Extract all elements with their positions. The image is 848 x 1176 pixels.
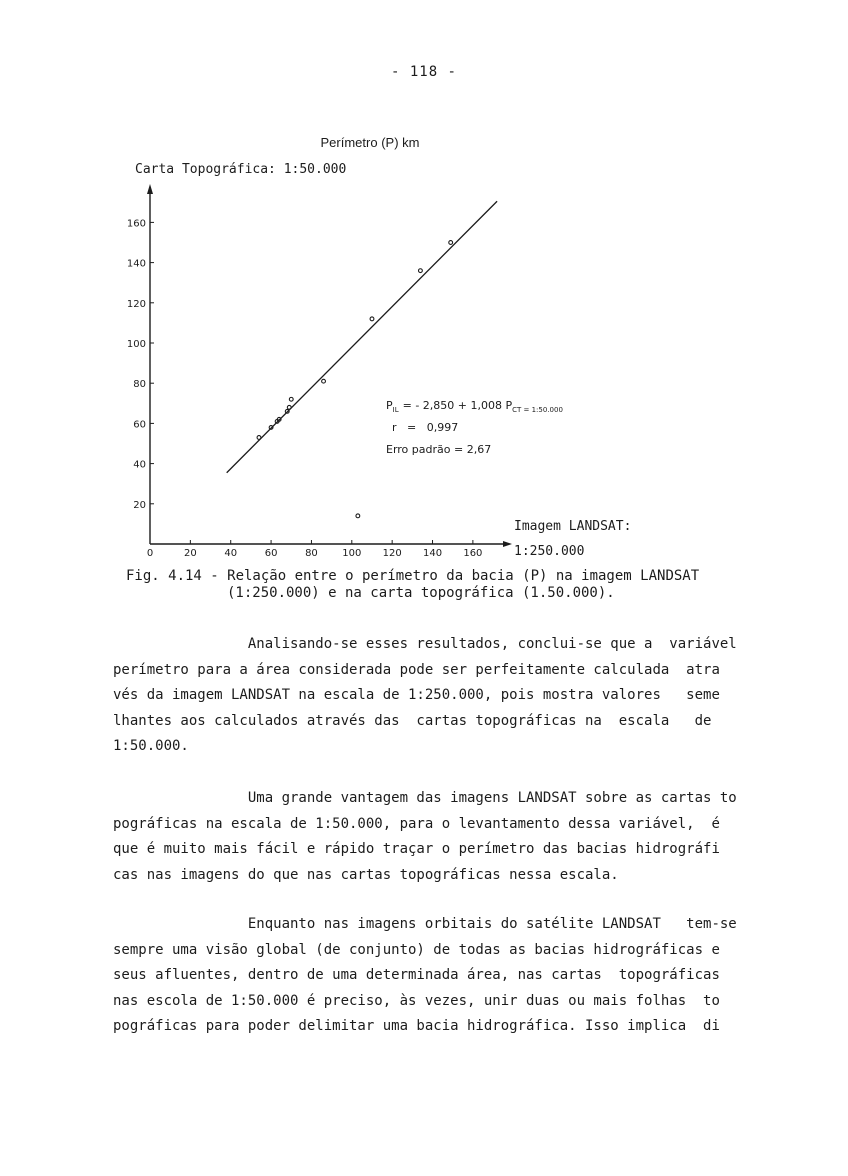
equation-rhs-subscript: CT = 1:50.000 [512,406,563,414]
x-tick-label: 100 [342,548,362,559]
paragraph-3-line: pográficas para poder delimitar uma bacia hidrográfica. Isso implica di [113,1018,720,1034]
equation-line [386,399,563,414]
x-tick-label: 80 [305,548,318,559]
paragraph-3-line: seus afluentes, dentro de uma determinada área, nas cartas topográficas [113,967,720,983]
data-point [289,397,293,401]
data-point [370,317,374,321]
caption-line2: (1:250.000) e na carta topográfica (1.50.000). [227,585,615,601]
x-axis-arrow [503,541,512,547]
paragraph-1 [113,632,737,760]
y-tick-label: 80 [133,379,146,391]
y-tick-label: 20 [133,499,146,511]
paragraph-3 [113,912,737,1040]
y-tick-label: 120 [126,298,146,310]
y-tick-label: 100 [126,339,146,350]
standard-error-line: Erro padrão = 2,67 [386,443,492,456]
paragraph-2-line: Uma grande vantagem das imagens LANDSAT sobre as cartas to [113,790,737,806]
data-points [257,241,453,518]
data-point [449,241,453,245]
paragraph-2 [113,786,737,888]
page-number: - 118 - [390,64,457,80]
x-tick-label: 20 [183,548,197,559]
x-tick-label: 120 [382,548,402,559]
x-tick-label: 60 [264,548,278,559]
y-axis-label: Carta Topográfica: 1:50.000 [135,162,347,177]
paragraph-2-line: pográficas na escala de 1:50.000, para o levantamento dessa variável, é [113,815,720,832]
paragraph-3-line: sempre uma visão global (de conjunto) de todas as bacias hidrográficas e [113,941,720,958]
x-tick-label: 0 [146,548,154,559]
paragraph-2-line: cas nas imagens do que nas cartas topográficas nessa escala. [113,866,619,883]
data-point [356,514,360,518]
paragraph-3-line: nas escola de 1:50.000 é preciso, às vezes, unir duas ou mais folhas to [113,992,720,1009]
equation-rhs: = - 2,850 + 1,008 P [402,399,513,412]
data-point [419,269,423,273]
caption-line1: Fig. 4.14 - Relação entre o perímetro da bacia (P) na imagem LANDSAT [126,568,700,584]
y-tick-label: 40 [133,459,146,471]
paragraph-2-line: que é muito mais fácil e rápido traçar o perímetro das bacias hidrográfi [113,841,720,857]
axes [147,184,512,547]
y-tick-label: 140 [126,258,146,270]
y-tick-label: 60 [133,419,146,431]
paragraph-3-line: Enquanto nas imagens orbitais do satélite LANDSAT tem-se [113,916,737,932]
paragraph-1-line: lhantes aos calculados através das cartas topográficas na escala de [113,712,712,729]
x-tick-label: 40 [224,548,238,559]
equation-lhs: P [386,399,393,412]
paragraph-1-line: vés da imagem LANDSAT na escala de 1:250.000, pois mostra valores seme [113,687,720,703]
x-tick-label: 160 [463,548,483,559]
data-point [257,436,261,440]
equation-lhs-subscript: IL [392,406,399,414]
y-axis-arrow [147,184,153,194]
paragraph-1-line: 1:50.000. [113,738,189,754]
x-axis-label-line2: 1:250.000 [514,544,585,559]
regression-annotation [386,399,563,456]
paragraph-1-line: perímetro para a área considerada pode ser perfeitamente calculada atra [113,661,720,678]
x-tick-label: 140 [422,548,443,559]
figure-caption [126,568,746,602]
data-point [322,379,326,383]
y-tick-label: 160 [126,218,146,230]
x-axis-label-line1: Imagem LANDSAT: [514,519,632,534]
data-point [287,405,291,409]
correlation-line: r = 0,997 [392,421,459,434]
chart-title: Perímetro (P) km [320,135,420,150]
paragraph-1-line: Analisando-se esses resultados, conclui-se que a variável [113,636,737,652]
